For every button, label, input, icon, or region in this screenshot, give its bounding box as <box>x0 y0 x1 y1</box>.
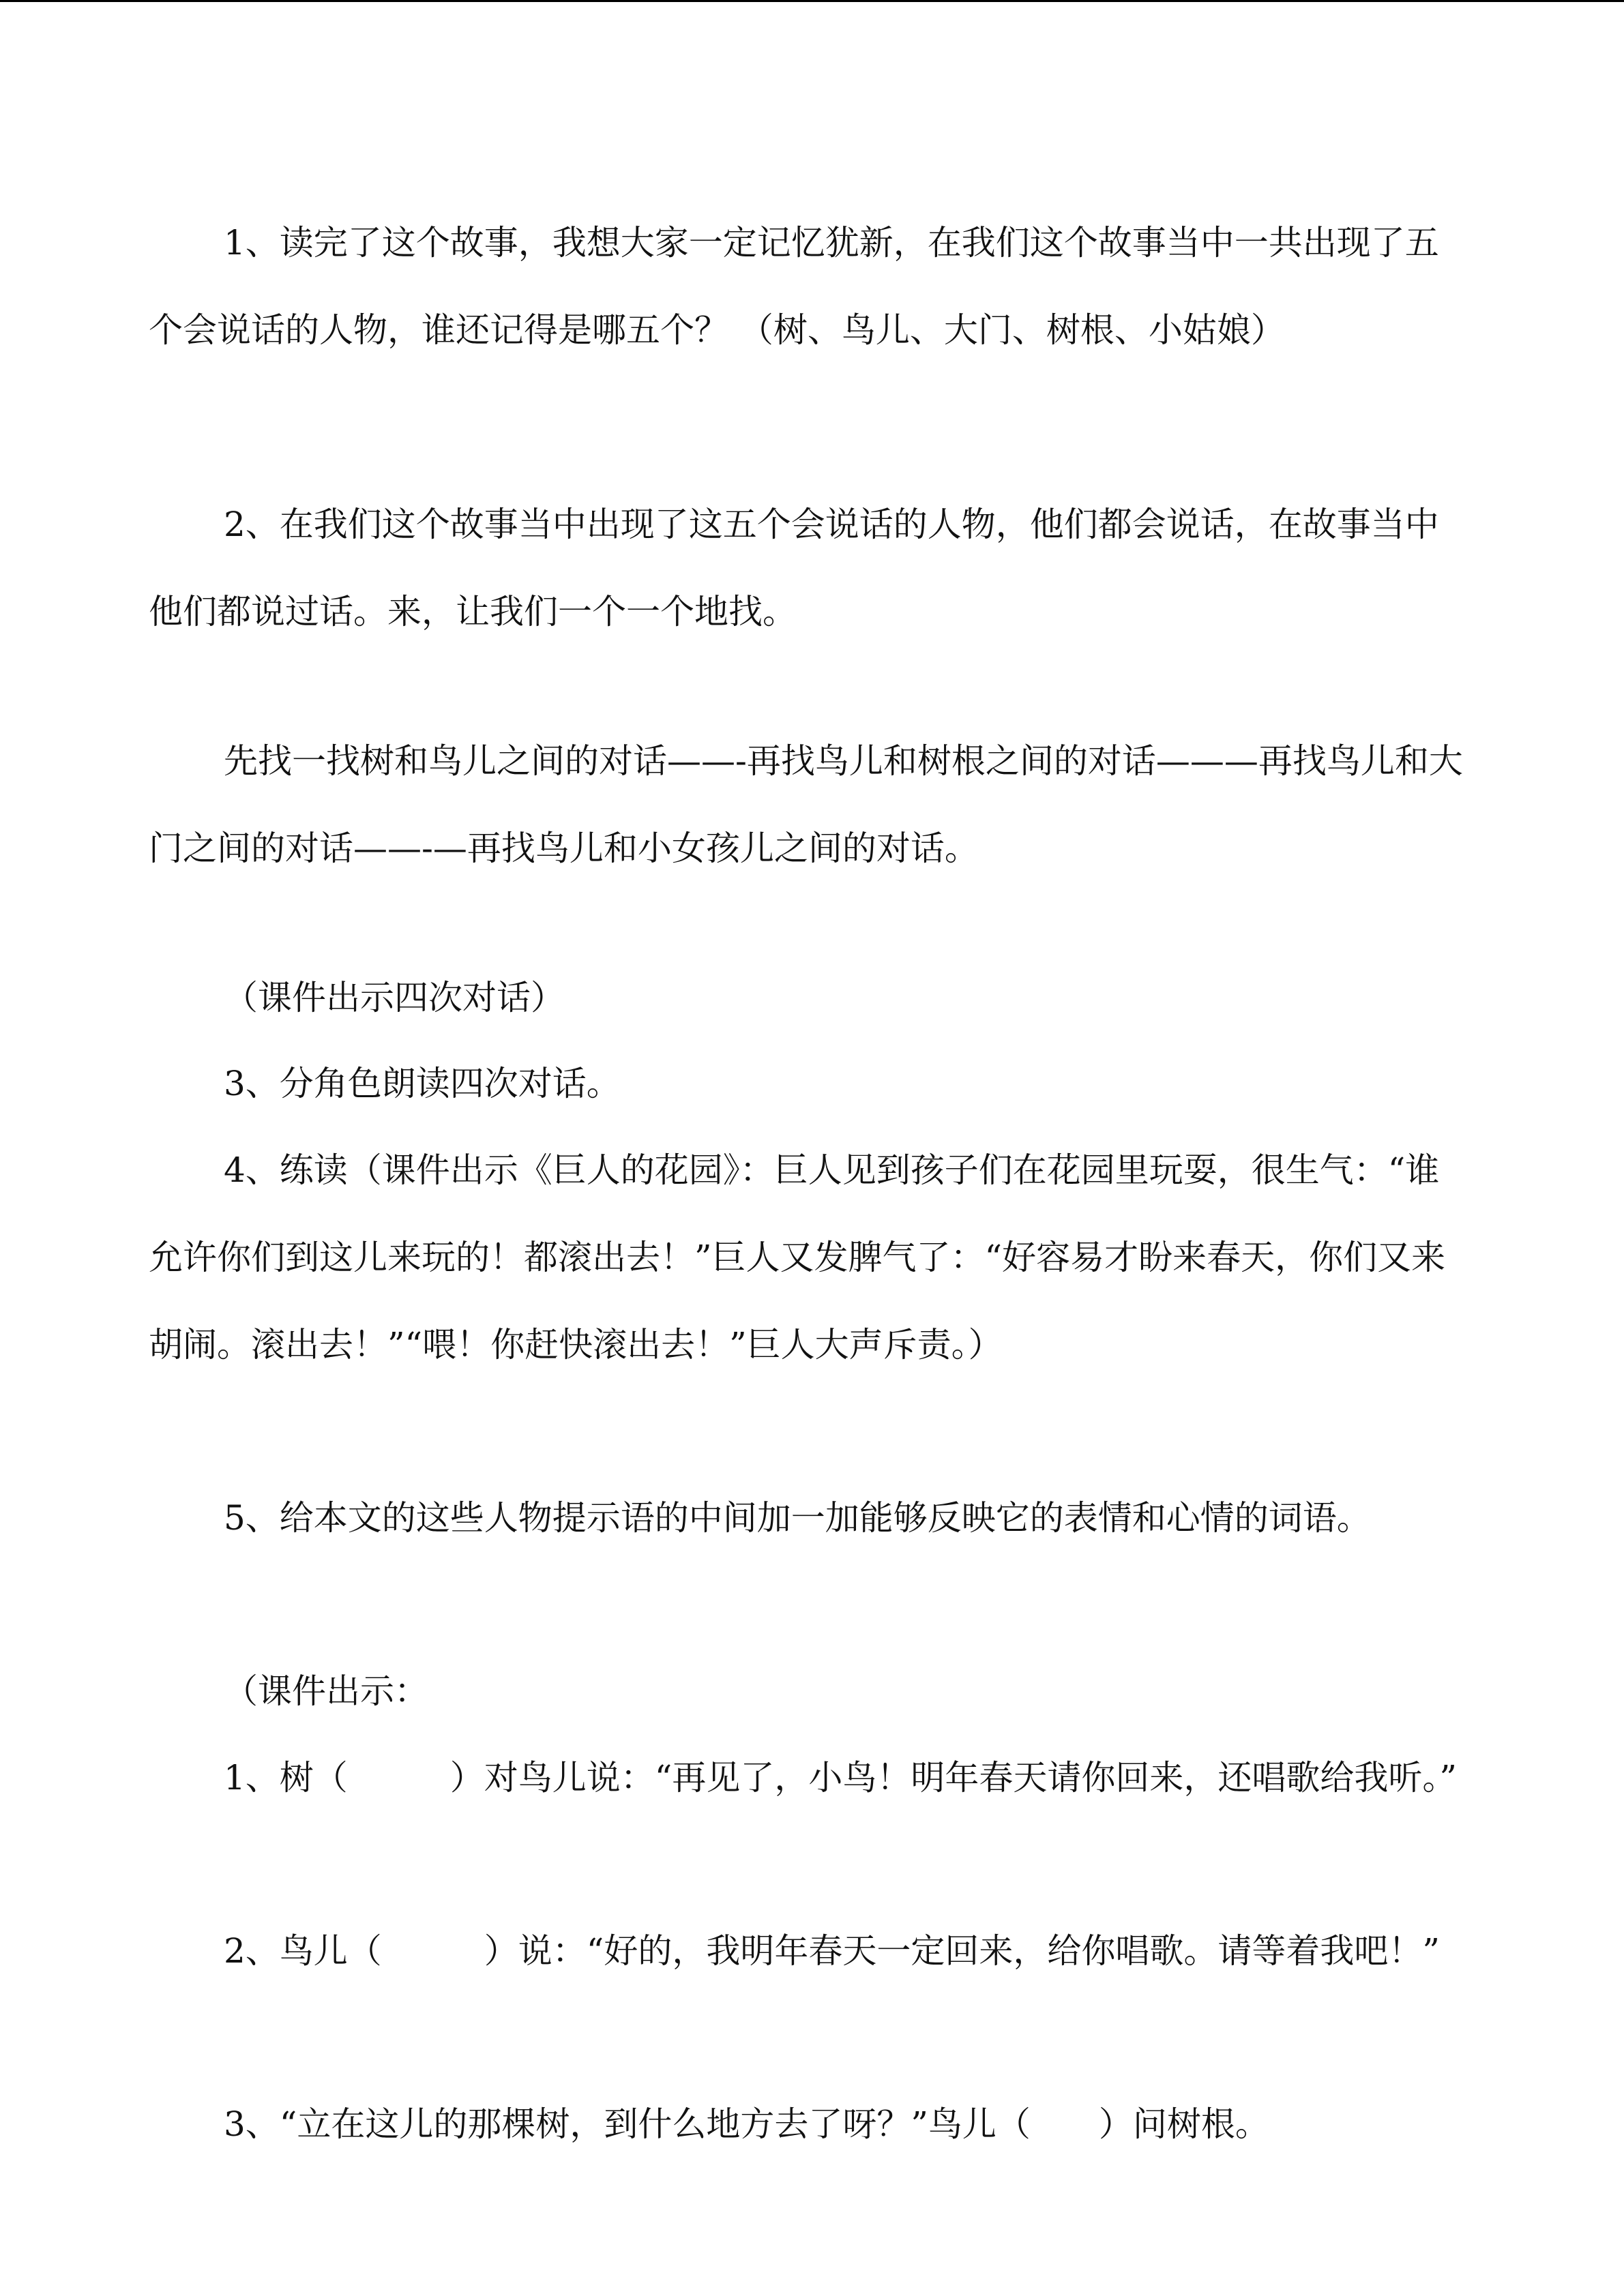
paragraph-question-4: 4、练读（课件出示《巨人的花园》：巨人见到孩子们在花园里玩耍，很生气：“谁允许你们到这儿来玩的！都滚出去！”巨人又发脾气了：“好容易才盼来春天，你们又来胡闹。滚出去！”“喂！你赶快滚出去！”巨人大声斥责。） <box>149 1150 1446 1365</box>
paragraph-courseware-open: （课件出示： <box>224 1671 428 1711</box>
paragraph-question-1: 1、读完了这个故事，我想大家一定记忆犹新，在我们这个故事当中一共出现了五个会说话的人物，谁还记得是哪五个？ （树、鸟儿、大门、树根、小姑娘） <box>149 223 1439 350</box>
exercise-item-1: 1、树（ ）对鸟儿说：“再见了，小鸟！明年春天请你回来，还唱歌给我听。” <box>224 1758 1457 1798</box>
paragraph-question-2: 2、在我们这个故事当中出现了这五个会说话的人物，他们都会说话，在故事当中他们都说过话。来，让我们一个一个地找。 <box>149 505 1439 631</box>
exercise-item-3: 3、“立在这儿的那棵树，到什么地方去了呀？”鸟儿（ ）问树根。 <box>224 2104 1269 2144</box>
paragraph-dialogue-order: 先找一找树和鸟儿之间的对话——-再找鸟儿和树根之间的对话———再找鸟儿和大门之间的对话——-—再找鸟儿和小女孩儿之间的对话。 <box>149 741 1463 868</box>
paragraph-courseware-note: （课件出示四次对话） <box>224 978 565 1017</box>
paragraph-question-5: 5、给本文的这些人物提示语的中间加一加能够反映它的表情和心情的词语。 <box>224 1498 1371 1538</box>
page-top-border <box>0 0 1624 2</box>
paragraph-question-3: 3、分角色朗读四次对话。 <box>224 1064 621 1103</box>
exercise-item-2: 2、鸟儿（ ）说：“好的，我明年春天一定回来，给你唱歌。请等着我吧！” <box>224 1931 1440 1971</box>
